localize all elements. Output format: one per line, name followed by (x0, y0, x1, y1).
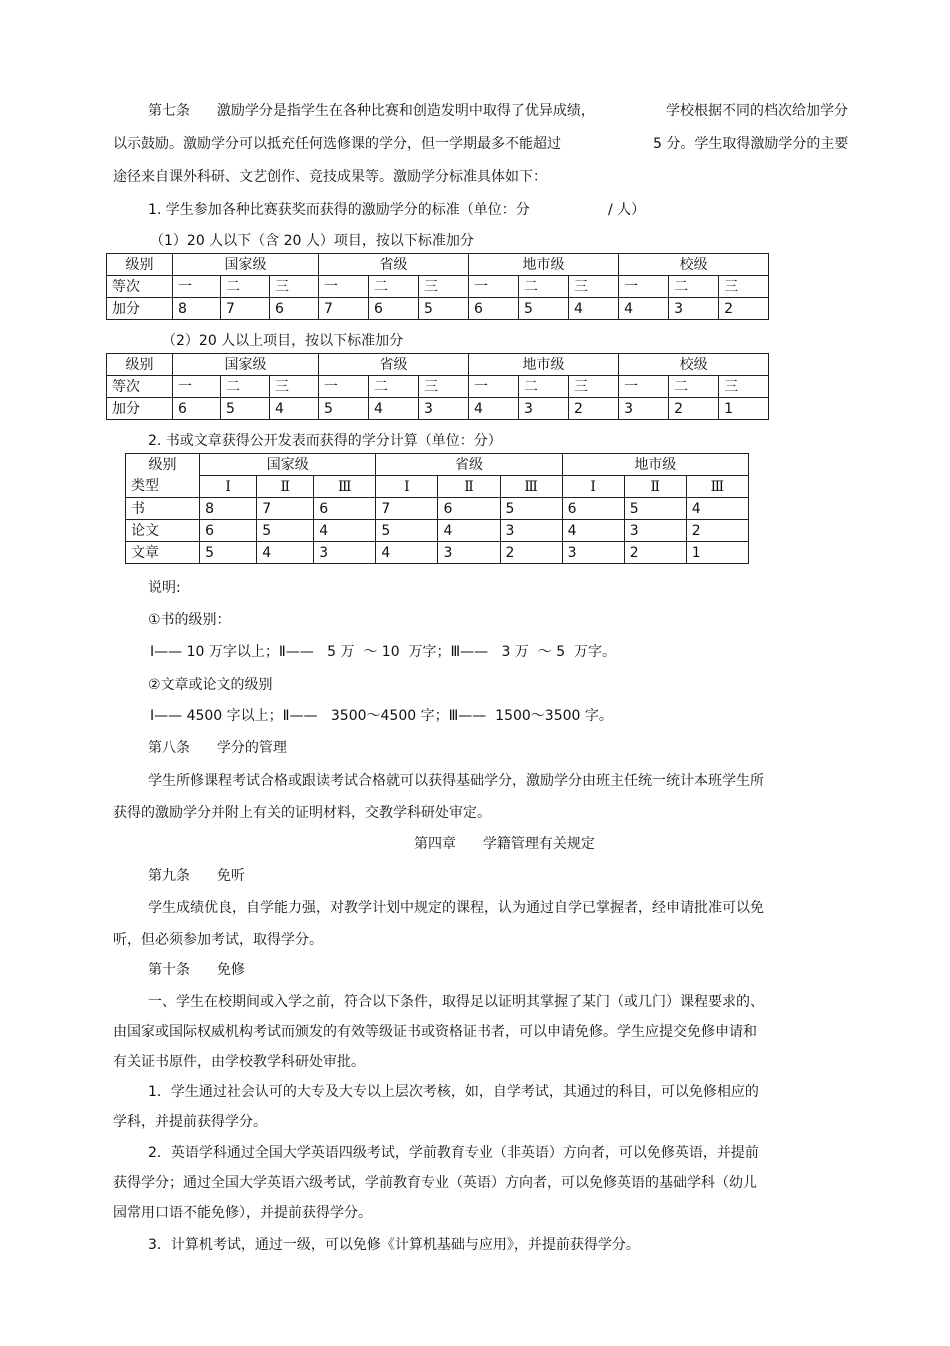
points-cell: 3 (619, 398, 669, 420)
art7-item2: 2. 书或文章获得公开发表而获得的学分计算（单位：分） (148, 433, 502, 449)
row-label: 文章 (126, 542, 200, 564)
level-header: 地市级 (562, 454, 748, 476)
value-cell: 3 (624, 520, 686, 542)
value-cell: 6 (438, 498, 500, 520)
publication-credit-table (125, 453, 749, 564)
award-table-large-team (106, 353, 769, 420)
table-row (126, 498, 749, 520)
level-header: 国家级 (173, 354, 319, 376)
art10-item1-line2: 学科，并提前获得学分。 (113, 1114, 267, 1130)
art9-number: 第九条 (148, 868, 190, 884)
rank-cell: 三 (569, 276, 619, 298)
art7-text: 激励学分是指学生在各种比赛和创造发明中取得了优异成绩， (216, 103, 595, 119)
rank-cell: 二 (369, 276, 419, 298)
row-label: 级别 (107, 254, 173, 276)
art7-item1-unit: / 人） (608, 202, 646, 218)
points-cell: 4 (369, 398, 419, 420)
notes-book-levels: Ⅰ—— 10 万字以上；Ⅱ—— 5 万 ～ 10 万字；Ⅲ—— 3 万 ～ 5 万字。 (150, 644, 617, 660)
value-cell: 4 (562, 520, 624, 542)
level-header: 省级 (376, 454, 562, 476)
value-cell: 4 (438, 520, 500, 542)
grade-cell: Ⅰ (562, 476, 624, 498)
grade-cell: Ⅱ (624, 476, 686, 498)
art10-item3: 3．计算机考试，通过一级，可以免修《计算机基础与应用》，并提前获得学分。 (148, 1237, 640, 1253)
rank-cell: 一 (319, 376, 369, 398)
rank-cell: 一 (619, 376, 669, 398)
level-header: 地市级 (469, 254, 619, 276)
points-cell: 8 (173, 298, 221, 320)
chapter-title (414, 834, 595, 854)
notes-article-title: ②文章或论文的级别 (148, 677, 273, 693)
grade-cell: Ⅲ (314, 476, 376, 498)
art9-heading (148, 866, 245, 886)
points-cell: 5 (519, 298, 569, 320)
table-row (107, 254, 769, 276)
row-label: 论文 (126, 520, 200, 542)
table-row (126, 454, 749, 476)
row-label: 等次 (107, 376, 173, 398)
level-header: 国家级 (200, 454, 376, 476)
level-header: 省级 (319, 254, 469, 276)
value-cell: 2 (686, 520, 748, 542)
level-header: 校级 (619, 254, 769, 276)
rank-cell: 二 (221, 376, 270, 398)
rank-cell: 二 (369, 376, 419, 398)
rank-cell: 三 (719, 276, 769, 298)
chapter-number: 第四章 (414, 836, 456, 852)
rank-cell: 二 (669, 276, 719, 298)
points-cell: 3 (419, 398, 469, 420)
rank-cell: 一 (619, 276, 669, 298)
row-label: 书 (126, 498, 200, 520)
points-cell: 4 (569, 298, 619, 320)
art7-line2: 以示鼓励。激励学分可以抵充任何选修课的学分，但一学期最多不能超过 (113, 136, 561, 152)
rank-cell: 三 (569, 376, 619, 398)
art7-sub2: （2）20 人以上项目，按以下标准加分 (162, 333, 404, 349)
points-cell: 5 (419, 298, 469, 320)
points-cell: 6 (469, 298, 519, 320)
value-cell: 4 (376, 542, 438, 564)
points-cell: 1 (719, 398, 769, 420)
value-cell: 5 (624, 498, 686, 520)
value-cell: 6 (200, 520, 257, 542)
rank-cell: 一 (469, 276, 519, 298)
value-cell: 5 (500, 498, 562, 520)
value-cell: 7 (257, 498, 314, 520)
rank-cell: 二 (519, 376, 569, 398)
level-header: 国家级 (173, 254, 319, 276)
art7-number: 第七条 (148, 103, 190, 119)
table-row (107, 276, 769, 298)
art8-number: 第八条 (148, 740, 190, 756)
points-cell: 2 (719, 298, 769, 320)
art10-item1-line1: 1．学生通过社会认可的大专及大专以上层次考核，如，自学考试，其通过的科目，可以免修相应的 (148, 1084, 759, 1100)
rank-cell: 二 (519, 276, 569, 298)
rank-cell: 一 (173, 276, 221, 298)
points-cell: 4 (619, 298, 669, 320)
art8-p1: 学生所修课程考试合格或跟读考试合格就可以获得基础学分，激励学分由班主任统一统计本班学生所 (148, 773, 764, 789)
value-cell: 3 (438, 542, 500, 564)
value-cell: 5 (257, 520, 314, 542)
points-cell: 5 (319, 398, 369, 420)
rank-cell: 三 (719, 376, 769, 398)
value-cell: 4 (686, 498, 748, 520)
value-cell: 7 (376, 498, 438, 520)
grade-cell: Ⅲ (686, 476, 748, 498)
chapter-name: 学籍管理有关规定 (482, 836, 595, 852)
grade-cell: Ⅲ (500, 476, 562, 498)
art8-heading (148, 738, 287, 758)
art9-title: 免听 (216, 868, 245, 884)
art10-number: 第十条 (148, 962, 190, 978)
points-cell: 6 (173, 398, 221, 420)
table-row (126, 476, 749, 498)
grade-cell: Ⅰ (376, 476, 438, 498)
value-cell: 8 (200, 498, 257, 520)
table-row (107, 354, 769, 376)
notes-book-title: ①书的级别： (148, 612, 231, 628)
row-label: 加分 (107, 298, 173, 320)
points-cell: 5 (221, 398, 270, 420)
row-label: 等次 (107, 276, 173, 298)
value-cell: 2 (500, 542, 562, 564)
rank-cell: 一 (173, 376, 221, 398)
grade-cell: Ⅰ (200, 476, 257, 498)
art8-title: 学分的管理 (216, 740, 287, 756)
points-cell: 6 (369, 298, 419, 320)
points-cell: 7 (221, 298, 270, 320)
points-cell: 4 (469, 398, 519, 420)
level-header: 地市级 (469, 354, 619, 376)
table-row (107, 398, 769, 420)
art10-p2: 由国家或国际权威机构考试而颁发的有效等级证书或资格证书者，可以申请免修。学生应提交免修申请和 (113, 1024, 757, 1040)
table-row (126, 542, 749, 564)
value-cell: 5 (376, 520, 438, 542)
notes-article-levels: Ⅰ—— 4500 字以上；Ⅱ—— 3500～4500 字；Ⅲ—— 1500～3500 字。 (150, 708, 613, 724)
level-header: 校级 (619, 354, 769, 376)
points-cell: 2 (669, 398, 719, 420)
value-cell: 1 (686, 542, 748, 564)
value-cell: 4 (257, 542, 314, 564)
rank-cell: 一 (319, 276, 369, 298)
art10-p1: 一、学生在校期间或入学之前，符合以下条件，取得足以证明其掌握了某门（或几门）课程要求的、 (148, 994, 764, 1010)
award-table-small-team (106, 253, 769, 320)
value-cell: 6 (562, 498, 624, 520)
value-cell: 3 (562, 542, 624, 564)
rank-cell: 二 (669, 376, 719, 398)
header-level: 级别 (126, 454, 200, 476)
rank-cell: 一 (469, 376, 519, 398)
row-label: 加分 (107, 398, 173, 420)
rank-cell: 三 (270, 376, 319, 398)
points-cell: 3 (519, 398, 569, 420)
value-cell: 3 (500, 520, 562, 542)
rank-cell: 三 (270, 276, 319, 298)
art10-item2-line3: 园常用口语不能免修），并提前获得学分。 (113, 1205, 372, 1221)
art7-line1-end: 学校根据不同的档次给加学分 (666, 103, 848, 119)
points-cell: 2 (569, 398, 619, 420)
grade-cell: Ⅱ (438, 476, 500, 498)
row-label: 级别 (107, 354, 173, 376)
value-cell: 5 (200, 542, 257, 564)
header-type: 类型 (126, 476, 200, 498)
points-cell: 6 (270, 298, 319, 320)
points-cell: 4 (270, 398, 319, 420)
rank-cell: 三 (419, 276, 469, 298)
rank-cell: 三 (419, 376, 469, 398)
art10-item2-line2: 获得学分；通过全国大学英语六级考试，学前教育专业（英语）方向者，可以免修英语的基础学科（幼儿 (113, 1175, 757, 1191)
art10-item2-line1: 2．英语学科通过全国大学英语四级考试，学前教育专业（非英语）方向者，可以免修英语，并提前 (148, 1145, 759, 1161)
value-cell: 3 (314, 542, 376, 564)
art9-p2: 听，但必须参加考试，取得学分。 (113, 932, 323, 948)
rank-cell: 二 (221, 276, 270, 298)
value-cell: 4 (314, 520, 376, 542)
art9-p1: 学生成绩优良，自学能力强，对教学计划中规定的课程，认为通过自学已掌握者，经申请批准可以免 (148, 900, 764, 916)
table-row (107, 298, 769, 320)
art7-line3: 途径来自课外科研、文艺创作、竞技成果等。激励学分标准具体如下： (113, 169, 547, 185)
value-cell: 6 (314, 498, 376, 520)
art10-title: 免修 (216, 962, 245, 978)
points-cell: 3 (669, 298, 719, 320)
art8-p2: 获得的激励学分并附上有关的证明材料，交教学科研处审定。 (113, 805, 491, 821)
notes-title: 说明: (148, 580, 181, 596)
art7-line2-end: 5 分。学生取得激励学分的主要 (653, 136, 849, 152)
value-cell: 2 (624, 542, 686, 564)
art10-p3: 有关证书原件，由学校教学科研处审批。 (113, 1054, 365, 1070)
art7-line1 (148, 101, 595, 121)
art7-sub1: （1）20 人以下（含 20 人）项目，按以下标准加分 (150, 233, 474, 249)
points-cell: 7 (319, 298, 369, 320)
art10-heading (148, 960, 245, 980)
table-row (107, 376, 769, 398)
level-header: 省级 (319, 354, 469, 376)
table-row (126, 520, 749, 542)
grade-cell: Ⅱ (257, 476, 314, 498)
art7-item1: 1. 学生参加各种比赛获奖而获得的激励学分的标准（单位：分 (148, 202, 530, 218)
